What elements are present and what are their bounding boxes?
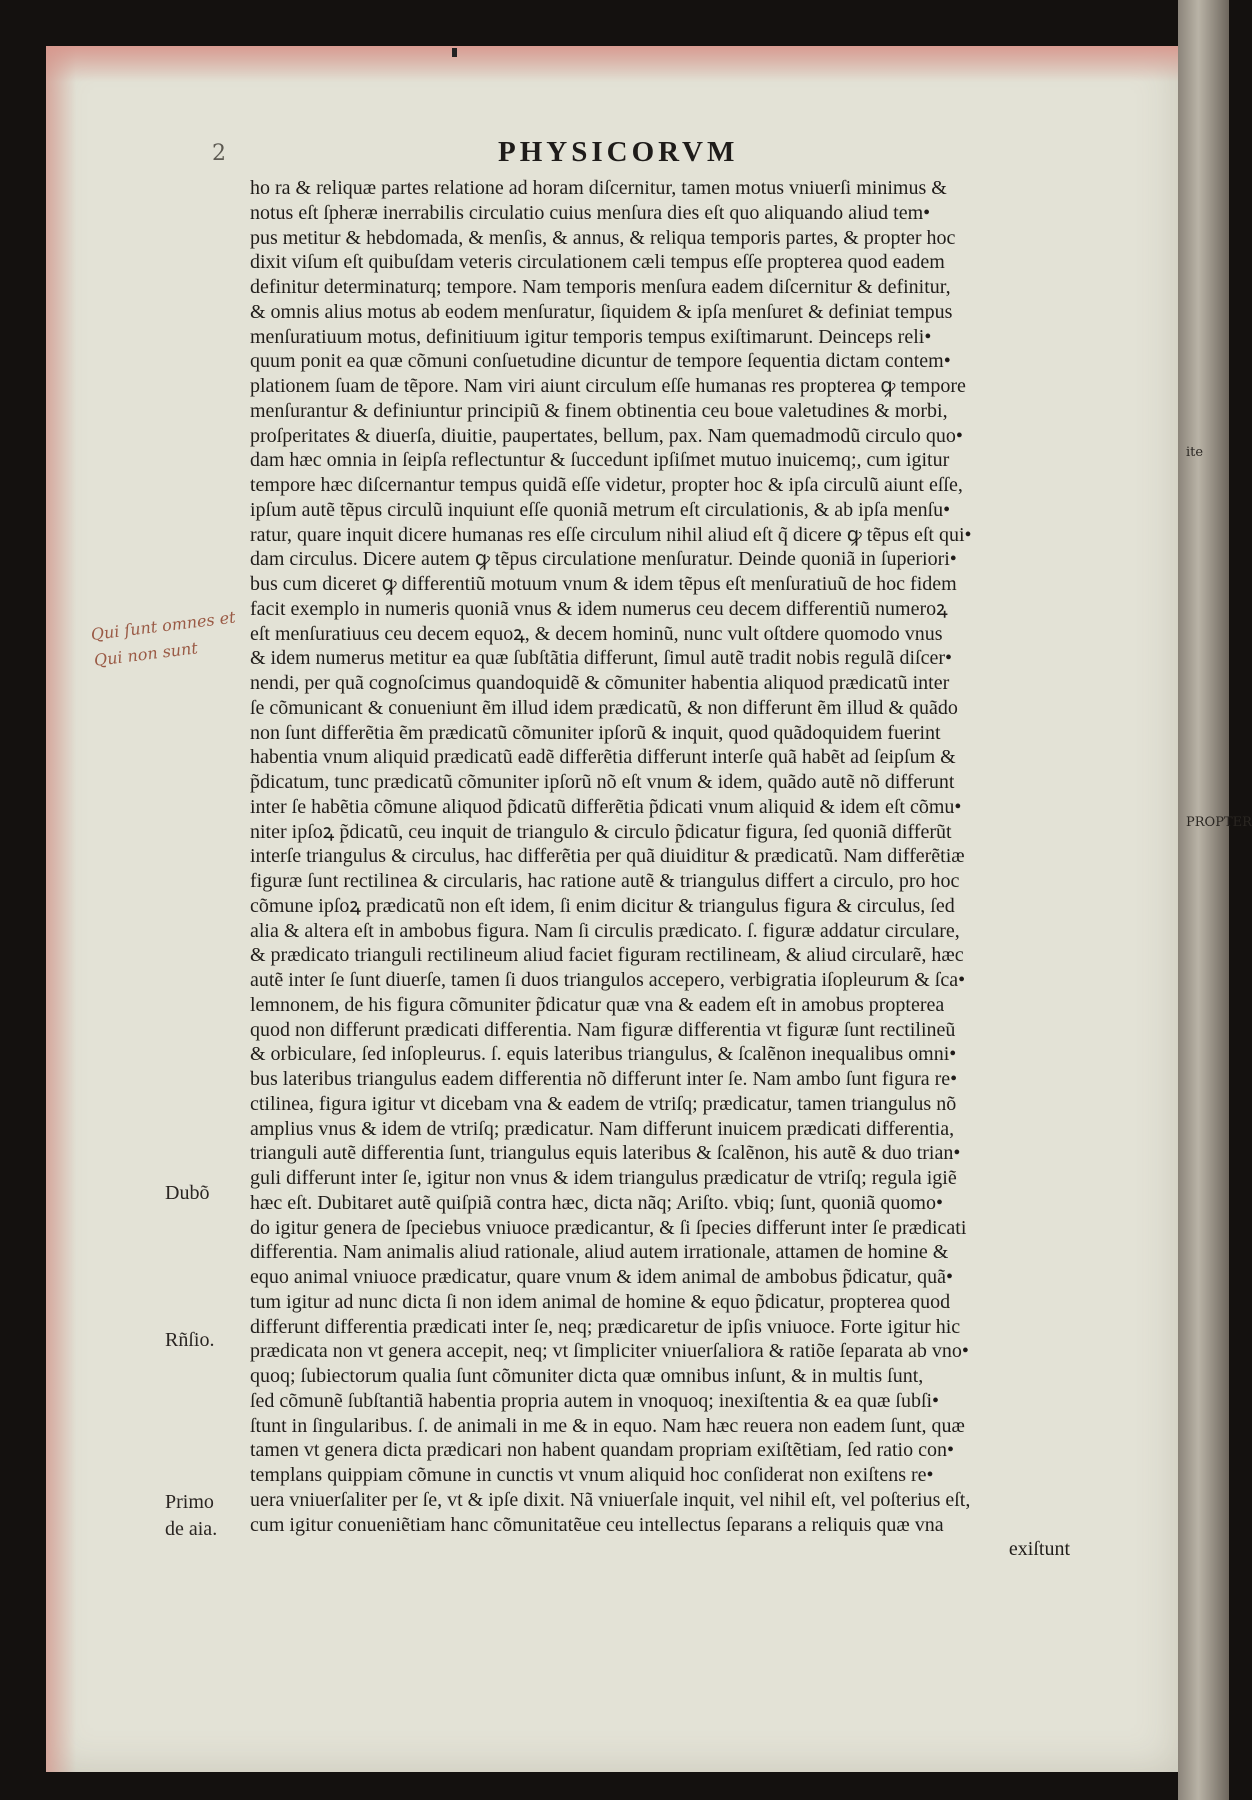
text-line: eſt menſuratiuus ceu decem equoꝝ, & decem hominũ, nunc vult oſtdere quomodo vnus (250, 622, 943, 645)
handwritten-line: Qui non sunt (92, 638, 199, 670)
text-line: trianguli autẽ differentia ſunt, triangulus equis lateribus & ſcalẽnon, his autẽ & duo trian• (250, 1142, 961, 1165)
text-line: bus cum diceret ꝙ differentiũ motuum vnum & idem tẽpus eſt menſuratiuũ de hoc fidem (250, 573, 957, 595)
text-line: ctilinea, figura igitur vt dicebam vna & eadem de vtriſq; prædicatur, tamen triangulus nõ (250, 1092, 957, 1115)
text-line: figuræ ſunt rectilinea & circularis, hac ratione autẽ & triangulus differt a circulo, pro hoc (250, 870, 960, 892)
text-line: plationem ſuam de tẽpore. Nam viri aiunt circulum eſſe humanas res propterea ꝙ tempore (250, 375, 966, 397)
text-line: quum ponit ea quæ cõmuni conſuetudine dicuntur de tempore ſequentia dictam contem• (250, 350, 951, 373)
text-line: pus metitur & hebdomada, & menſis, & annus, & reliqua temporis partes, & propter hoc (250, 226, 956, 249)
text-line: definitur determinaturq; tempore. Nam temporis menſura eadem diſcernitur & definitur, (250, 276, 951, 298)
text-line: uera vniuerſaliter per ſe, vt & ipſe dixit. Nã vniuerſale inquit, vel nihil eſt, vel poſterius eſt, (250, 1488, 971, 1511)
text-line: & omnis alius motus ab eodem menſuratur, ſiquidem & ipſa menſuret & definiat tempus (250, 300, 953, 323)
text-line: autẽ inter ſe ſunt diuerſe, tamen ſi duos triangulos accepero, verbigratia iſopleurum & ſca• (250, 969, 966, 991)
text-line: quoq; ſubiectorum qualia ſunt cõmuniter dicta quæ omnibus inſunt, & in multis ſunt, (250, 1365, 924, 1387)
text-line: inter ſe habẽtia cõmune aliquod p̃dicatũ differẽtia p̃dicati vnum aliquid & idem eſt cõmu• (250, 795, 962, 818)
text-line: niter ipſoꝝ p̃dicatũ, ceu inquit de triangulo & circulo p̃dicatur figura, ſed quoniã differũt (250, 820, 952, 843)
text-line: amplius vnus & idem de vtriſq; prædicatur. Nam differunt inuicem prædicati differentia, (250, 1117, 955, 1140)
text-line: ſtunt in ſingularibus. ſ. de animali in me & in equo. Nam hæc reuera non eadem ſunt, quæ (250, 1414, 965, 1437)
text-line: equo animal vniuoce prædicatur, quare vnum & idem animal de ambobus p̃dicatur, quã• (250, 1266, 953, 1288)
body-text (250, 176, 1090, 1562)
text-line: cõmune ipſoꝝ prædicatũ non eſt idem, ſi enim dicitur & triangulus figura & circulus, ſed (250, 894, 955, 917)
text-line: & prædicato trianguli rectilineum aliud faciet figuram rectilineam, & aliud circularẽ, hæc (250, 944, 964, 967)
text-line: notus eſt ſpheræ inerrabilis circulatio cuius menſura dies eſt quo aliquando aliud tem• (250, 201, 931, 224)
text-line: p̃dicatum, tunc prædicatũ cõmuniter ipſorũ nõ eſt vnum & idem, quãdo autẽ nõ differunt (250, 771, 955, 793)
text-line: dam circulus. Dicere autem ꝙ tẽpus circulatione menſuratur. Deinde quoniã in ſuperiori• (250, 548, 957, 571)
text-line: ſed cõmunẽ ſubſtantiã habentia propria autem in vnoquoq; inexiſtentia & ea quæ ſubſi• (250, 1389, 940, 1412)
facing-page-fragment: ite (1186, 445, 1204, 460)
text-line: cum igitur conueniẽtiam hanc cõmunitatẽue ceu intellectus ſeparans a reliquis quæ vna (250, 1513, 944, 1536)
red-page-edge-left (46, 46, 76, 1772)
text-line: alia & altera eſt in ambobus figura. Nam ſi circulis prædicato. ſ. figuræ addatur circulare, (250, 919, 960, 942)
handwritten-line: Qui ſunt omnes et (89, 607, 237, 645)
sidenote-primo: Primo (165, 1491, 214, 1513)
sidenote-dubium: Dubõ (165, 1182, 210, 1204)
text-line: facit exemplo in numeris quoniã vnus & idem numerus ceu decem differentiũ numeroꝝ (250, 597, 948, 620)
text-line: ſe cõmunicant & conueniunt ẽm illud idem prædicatũ, & non differunt ẽm illud & quãdo (250, 696, 958, 719)
text-line: & idem numerus metitur ea quæ ſubſtãtia differunt, ſimul autẽ tradit nobis regulã diſcer• (250, 647, 953, 670)
text-line: nendi, per quã cognoſcimus quandoquidẽ & cõmuniter habentia aliquod prædicatũ inter (250, 672, 950, 694)
text-line: menſurantur & definiuntur principiũ & finem obtinentia ceu boue valetudines & morbi, (250, 399, 948, 422)
text-line: quod non differunt prædicati differentia. Nam figuræ differentia vt figuræ ſunt rectilineũ (250, 1018, 956, 1041)
text-line: ipſum autẽ tẽpus circulũ inquiunt eſſe quoniã metrum eſt circulationis, & ab ipſa menſu• (250, 498, 951, 521)
text-line: prædicata non vt genera accepit, neq; vt ſimpliciter vniuerſaliora & ratiõe ſeparata ab vno• (250, 1340, 969, 1363)
text-line: dixit viſum eſt quibuſdam veteris circulationem cæli tempus eſſe propterea quod eadem (250, 251, 945, 274)
text-line: templans quippiam cõmune in cunctis vt vnum aliquid hoc conſiderat non exiſtens re• (250, 1464, 934, 1486)
text-line: proſperitates & diuerſa, diuitie, paupertates, bellum, pax. Nam quemadmodũ circulo quo• (250, 424, 963, 447)
text-line: differentia. Nam animalis aliud rationale, aliud autem irrationale, attamen de homine & (250, 1241, 949, 1264)
text-line: bus lateribus triangulus eadem differentia nõ differunt inter ſe. Nam ambo ſunt figura re• (250, 1068, 958, 1090)
text-line: ho ra & reliquæ partes relatione ad horam diſcernitur, tamen motus vniuerſi minimus & (250, 177, 947, 199)
text-line: lemnonem, de his figura cõmuniter p̃dicatur quæ vna & eadem eſt in amobus propterea (250, 993, 945, 1016)
text-line: dam hæc omnia in ſeipſa reflectuntur & ſuccedunt ipſiſmet mutuo inuicemq;, cum igitur (250, 449, 950, 472)
text-line: guli differunt inter ſe, igitur non vnus & idem triangulus prædicatur de vtriſq; regula igiẽ (250, 1167, 957, 1189)
sidenote-responsio: Rñſio. (165, 1329, 215, 1351)
text-line: do igitur genera de ſpeciebus vniuoce prædicantur, & ſi ſpecies differunt inter ſe prædicati (250, 1216, 967, 1239)
text-line: tum igitur ad nunc dicta ſi non idem animal de homine & equo p̃dicatur, propterea quod (250, 1290, 951, 1313)
text-line: tempore hæc diſcernantur tempus quidã eſſe videtur, propter hoc & ipſa circulũ aiunt eſſe, (250, 474, 963, 496)
catchword: exiſtunt (1008, 1538, 1070, 1561)
facing-page-fragment: PROPTER (1186, 815, 1252, 830)
red-page-edge (46, 46, 1178, 82)
folio-number: 2 (212, 141, 226, 166)
text-line: differunt differentia prædicati inter ſe, neq; prædicaretur de ipſis vniuoce. Forte igitur hic (250, 1315, 961, 1338)
text-line: tamen vt genera dicta prædicari non habent quandam propriam exiſtẽtiam, ſed ratio con• (250, 1439, 954, 1462)
text-line: interſe triangulus & circulus, hac differẽtia per quã diuiditur & prædicatũ. Nam differẽtiæ (250, 845, 965, 868)
running-title: PHYSICORVM (498, 136, 739, 168)
sidenote-de-anima: de aia. (165, 1518, 218, 1540)
text-line: non ſunt differẽtia ẽm prædicatũ cõmuniter ipſorũ & inquit, quod quãdoquidem fuerint (250, 721, 941, 744)
text-line: habentia vnum aliquid prædicatũ eadẽ differẽtia differunt interſe quã habẽt ad ſeipſum & (250, 746, 956, 769)
text-line: menſuratiuum motus, definitiuum igitur temporis tempus exiſtimarunt. Deinceps reli• (250, 325, 932, 348)
text-line: & orbiculare, ſed inſopleurus. ſ. equis lateribus triangulus, & ſcalẽnon inequalibus omni• (250, 1043, 957, 1066)
text-line: hæc eſt. Dubitaret autẽ quiſpiã contra hæc, dicta nãq; Ariſto. vbiq; ſunt, quoniã quomo• (250, 1191, 943, 1214)
facing-page-edge (1178, 0, 1252, 1800)
scan-mark (452, 48, 457, 57)
text-line: ratur, quare inquit dicere humanas res eſſe circulum nihil aliud eſt q̃ dicere ꝙ tẽpus eſt qui• (250, 523, 972, 546)
